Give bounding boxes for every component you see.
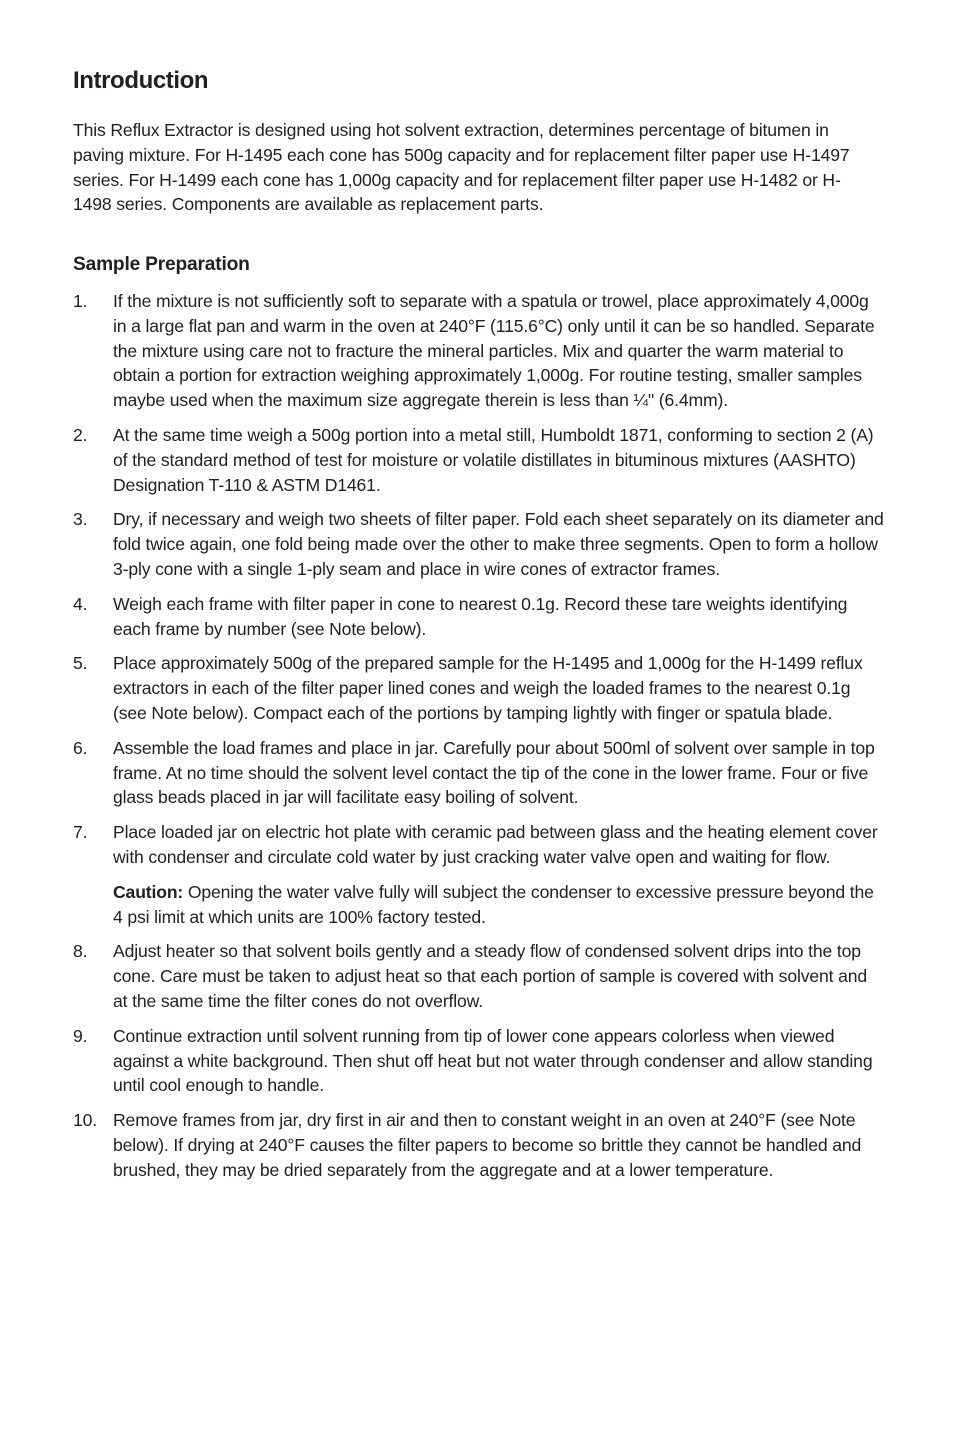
- step-number: 4.: [73, 593, 88, 614]
- step-number: 3.: [73, 509, 88, 530]
- step-item: [73, 507, 885, 581]
- step-item: [73, 592, 885, 642]
- step-text: If the mixture is not sufficiently soft to separate with a spatula or trowel, place approximately 4,000g in a large flat pan and warm in the oven at 240°F (115.6°C) only until it can be so handled. Separate the mixture using care not to fracture the mineral particles. Mix and quarter the warm material to obtain a portion for extraction weighing approximately 1,000g. For routine testing, smaller samples maybe used when the maximum size aggregate therein is less than ¼" (6.4mm).: [113, 291, 875, 411]
- step-item: [73, 1108, 885, 1182]
- step-item: [73, 289, 885, 413]
- step-text: Continue extraction until solvent running from tip of lower cone appears colorless when viewed against a white background. Then shut off heat but not water through condenser and allow standing until cool enough to handle.: [113, 1025, 873, 1096]
- step-text: At the same time weigh a 500g portion into a metal still, Humboldt 1871, conforming to section 2 (A) of the standard method of test for moisture or volatile distillates in bituminous mixtures (AASHTO) Designation T-110 & ASTM D1461.: [113, 424, 874, 495]
- step-item: [73, 736, 885, 810]
- step-number: 5.: [73, 653, 88, 674]
- step-text: Weigh each frame with filter paper in cone to nearest 0.1g. Record these tare weights identifying each frame by number (see Note below).: [113, 593, 848, 639]
- caution-note: [113, 880, 885, 930]
- subheading-sample-preparation: Sample Preparation: [73, 254, 250, 275]
- intro-paragraph: This Reflux Extractor is designed using hot solvent extraction, determines percentage of bitumen in paving mixture. For H-1495 each cone has 500g capacity and for replacement filter paper use H-1497 series. For H-1499 each cone has 1,000g capacity and for replacement filter paper use H-1482 or H-1498 series. Components are available as replacement parts.: [73, 120, 850, 215]
- step-number: 9.: [73, 1025, 88, 1046]
- step-number: 6.: [73, 737, 88, 758]
- step-item: [73, 651, 885, 725]
- caution-label: Caution:: [113, 881, 184, 902]
- step-item: [73, 1024, 885, 1098]
- step-text: Remove frames from jar, dry first in air and then to constant weight in an oven at 240°F (see Note below). If drying at 240°F causes the filter papers to become so brittle they cannot be handled and brushed, they may be dried separately from the aggregate and at a lower temperature.: [113, 1110, 862, 1180]
- step-number: 8.: [73, 941, 88, 962]
- step-item: [73, 423, 885, 497]
- step-item: [73, 939, 885, 1013]
- caution-text: Opening the water valve fully will subject the condenser to excessive pressure beyond the 4 psi limit at which units are 100% factory tested.: [113, 881, 874, 927]
- step-number: 2.: [73, 424, 88, 445]
- step-number: 7.: [73, 822, 88, 843]
- step-number: 1.: [73, 291, 88, 311]
- step-text: Dry, if necessary and weigh two sheets of filter paper. Fold each sheet separately on its diameter and fold twice again, one fold being made over the other to make three segments. Open to form a hollow 3-ply cone with a single 1-ply seam and place in wire cones of extractor frames.: [113, 509, 884, 579]
- step-text: Place loaded jar on electric hot plate with ceramic pad between glass and the heating element cover with condenser and circulate cold water by just cracking water valve open and waiting for flow.: [113, 822, 878, 867]
- step-item: [73, 820, 885, 929]
- section-heading-introduction: Introduction: [73, 67, 209, 94]
- step-text: Adjust heater so that solvent boils gently and a steady flow of condensed solvent drips into the top cone. Care must be taken to adjust heat so that each portion of sample is covered with solvent and at the same time the filter cones do not overflow.: [113, 941, 868, 1011]
- steps-list: [73, 289, 885, 1193]
- step-number: 10.: [73, 1110, 98, 1131]
- step-text: Place approximately 500g of the prepared sample for the H-1495 and 1,000g for the H-1499 reflux extractors in each of the filter paper lined cones and weigh the loaded frames to the nearest 0.1g (see Note below). Compact each of the portions by tamping lightly with finger or spatula blade.: [113, 653, 863, 723]
- step-text: Assemble the load frames and place in jar. Carefully pour about 500ml of solvent over sample in top frame. At no time should the solvent level contact the tip of the cone in the lower frame. Four or five glass beads placed in jar will facilitate easy boiling of solvent.: [113, 737, 875, 808]
